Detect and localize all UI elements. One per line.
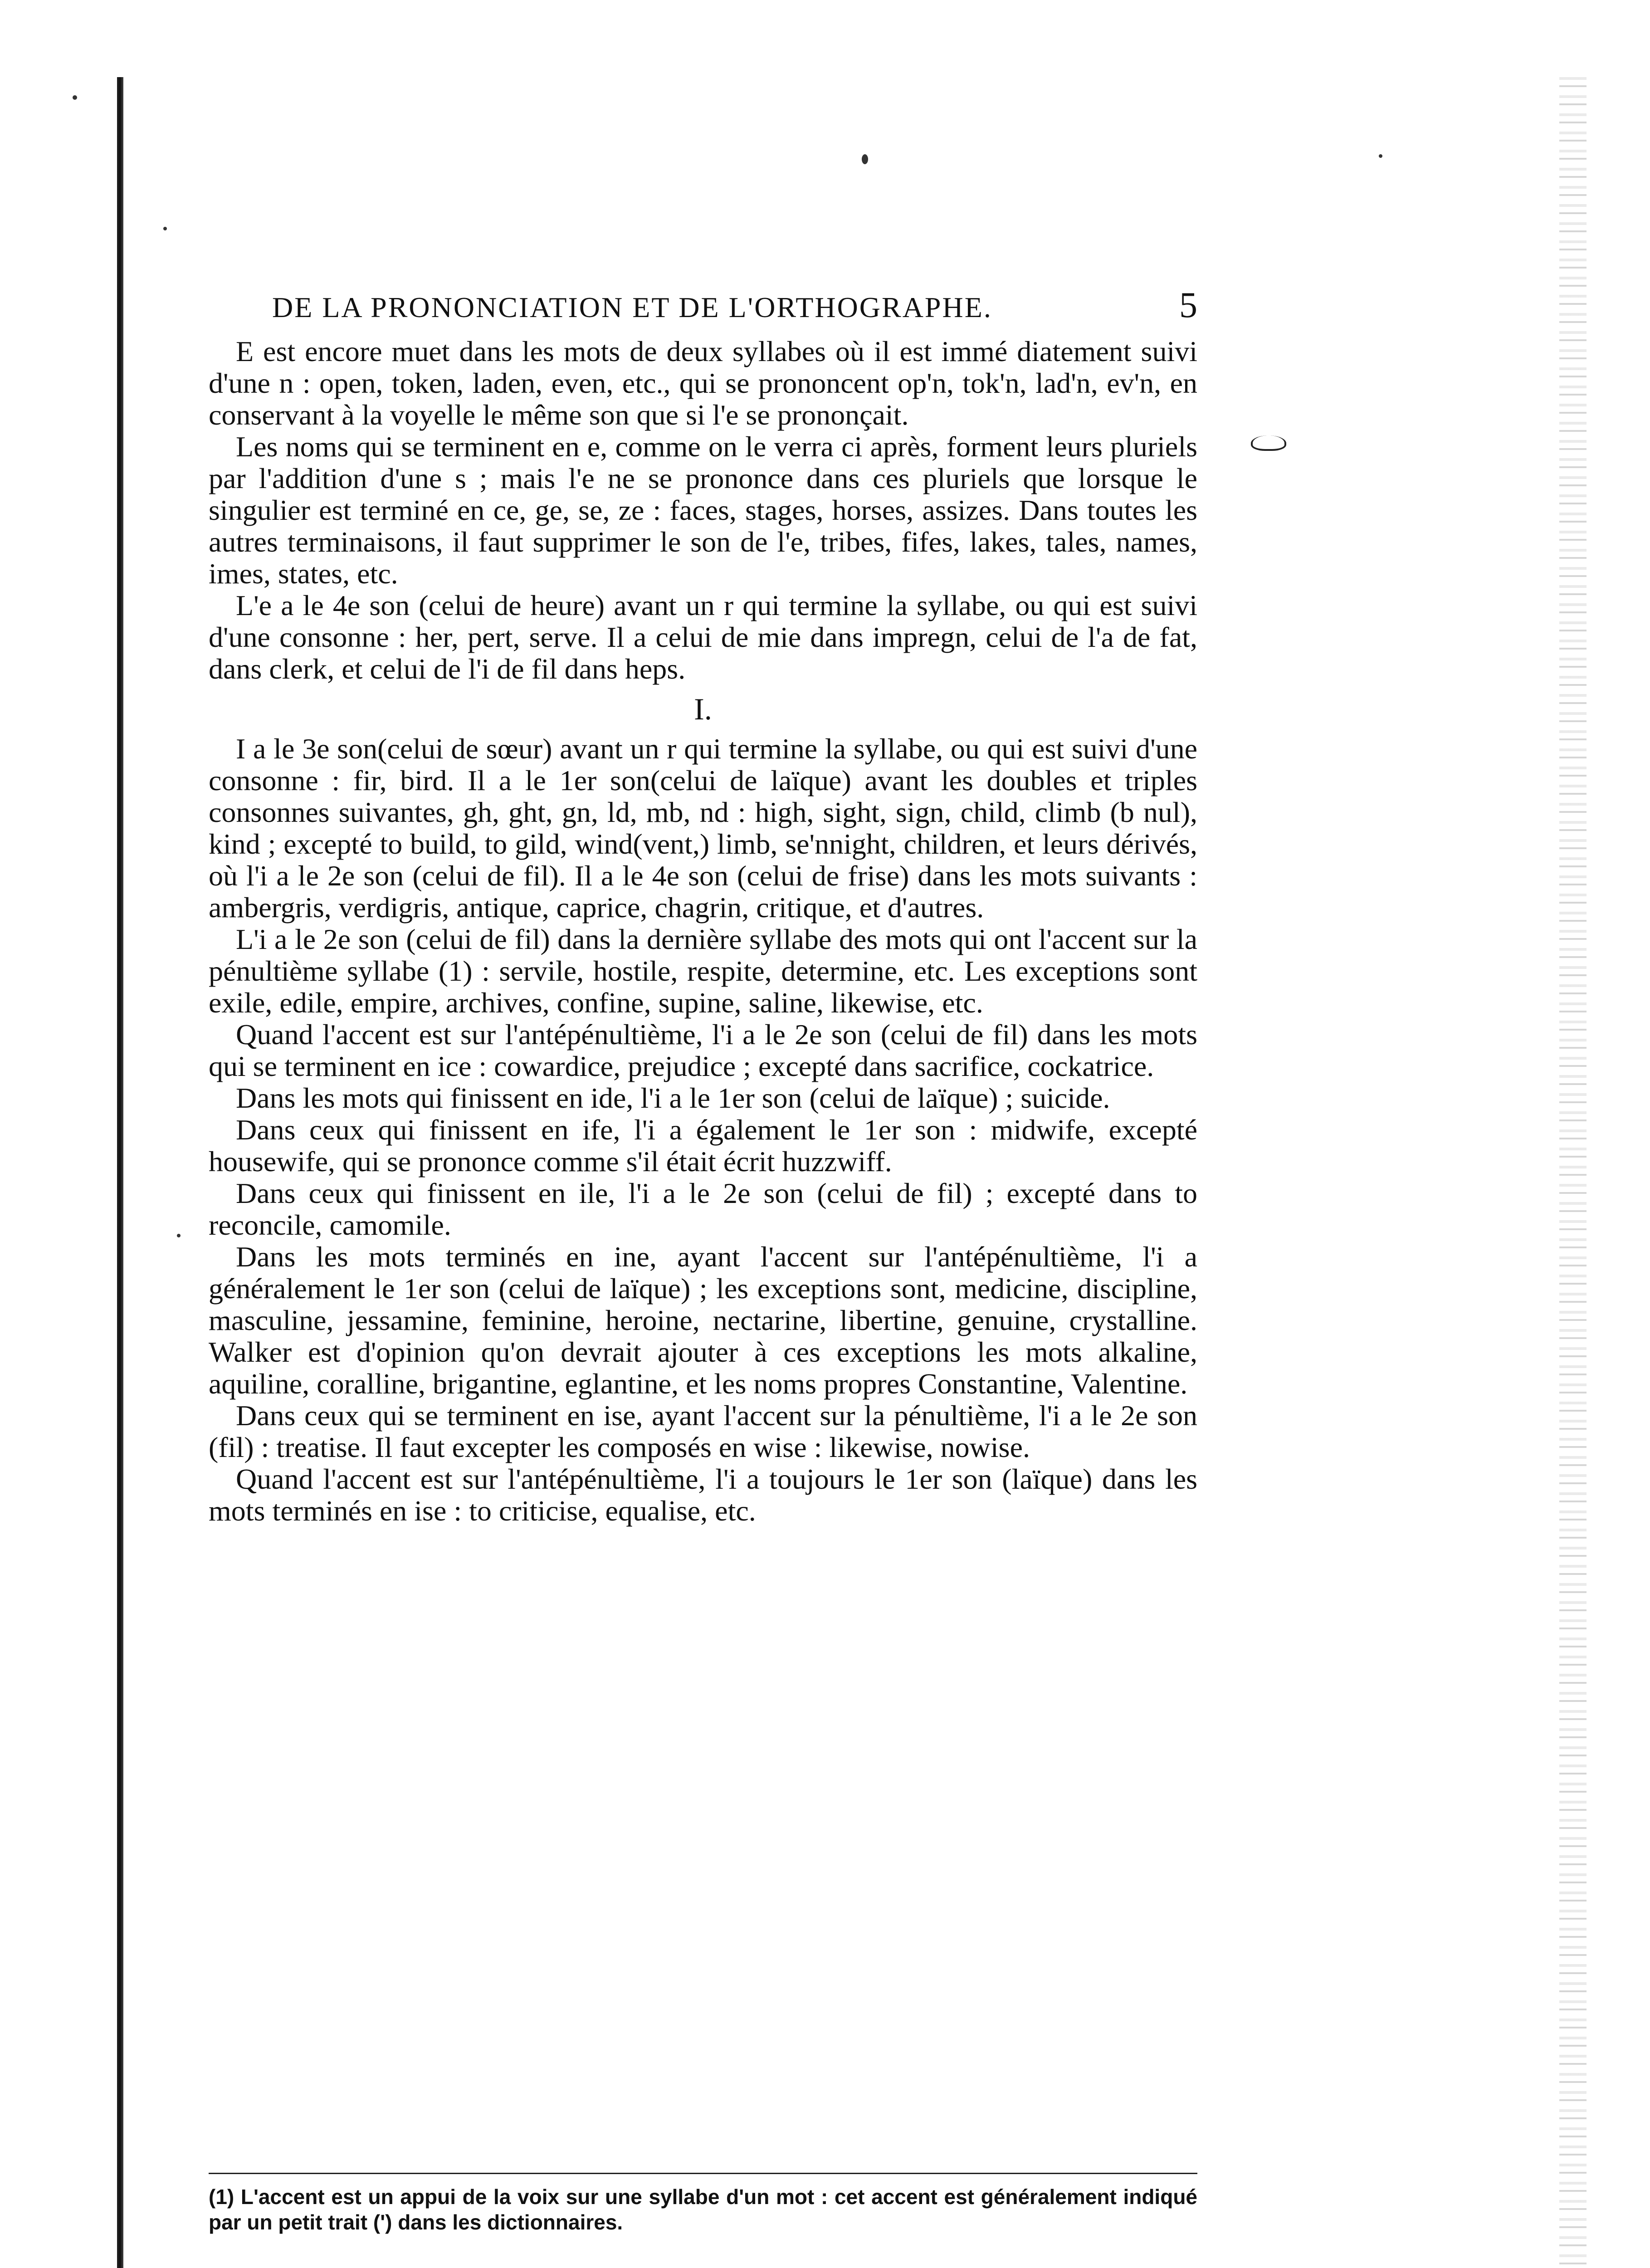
page-body: [209, 336, 1197, 1527]
paragraph: I a le 3e son(celui de sœur) avant un r qui termine la syllabe, ou qui est suivi d'une consonne : fir, bird. Il a le 1er son(celui de laïque) avant les doubles et triples consonnes suivantes, gh, ght, gn, ld, mb, nd : high, sight, sign, child, climb (b nul), kind ; excepté to build, to gild, wind(vent,) limb, se'nnight, children, et leurs dérivés, où l'i a le 2e son (celui de fil). Il a le 4e son (celui de frise) dans les mots suivants : ambergris, verdigris, antique, caprice, chagrin, critique, et d'autres.: [209, 733, 1197, 924]
footnote: (1) L'accent est un appui de la voix sur une syllabe d'un mot : cet accent est généralement indiqué par un petit trait (') dans les dictionnaires.: [209, 2185, 1197, 2234]
paragraph: Dans ceux qui se terminent en ise, ayant l'accent sur la pénultième, l'i a le 2e son (fil) : treatise. Il faut excepter les composés en wise : likewise, nowise.: [209, 1399, 1197, 1463]
paragraph: Dans ceux qui finissent en ife, l'i a également le 1er son : midwife, excepté housewife, qui se prononce comme s'il était écrit huzzwiff.: [209, 1114, 1197, 1178]
paragraph: L'e a le 4e son (celui de heure) avant un r qui termine la syllabe, ou qui est suivi d'une consonne : her, pert, serve. Il a celui de mie dans impregn, celui de l'a de fat, dans clerk, et celui de l'i de fil dans heps.: [209, 589, 1197, 685]
margin-mark-icon: [1251, 435, 1286, 451]
paragraph: Dans les mots terminés en ine, ayant l'accent sur l'antépénultième, l'i a généralement le 1er son (celui de laïque) ; les exceptions sont, medicine, discipline, masculine, jessamine, feminine, heroine, nectarine, libertine, genuine, crystalline. Walker est d'opinion qu'on devrait ajouter à ces exceptions les mots alkaline, aquiline, coralline, brigantine, eglantine, et les noms propres Constantine, Valentine.: [209, 1241, 1197, 1400]
binding-edge: [117, 77, 123, 2268]
paragraph: L'i a le 2e son (celui de fil) dans la dernière syllabe des mots qui ont l'accent sur la pénultième syllabe (1) : servile, hostile, respite, determine, etc. Les exceptions sont exile, edile, empire, archives, confine, supine, saline, likewise, etc.: [209, 923, 1197, 1019]
paragraph: Quand l'accent est sur l'antépénultième, l'i a toujours le 1er son (laïque) dans les mots terminés en ise : to criticise, equalise, etc.: [209, 1463, 1197, 1527]
section-heading: I.: [694, 692, 712, 726]
scan-edge-artifact: [1559, 77, 1587, 2268]
paragraph: Quand l'accent est sur l'antépénultième, l'i a le 2e son (celui de fil) dans les mots qui se terminent en ice : cowardice, prejudice ; excepté dans sacrifice, cockatrice.: [209, 1018, 1197, 1082]
paragraph: Dans les mots qui finissent en ide, l'i a le 1er son (celui de laïque) ; suicide.: [236, 1082, 1110, 1114]
footnote-divider: [209, 2173, 1197, 2174]
paragraph: Dans ceux qui finissent en ile, l'i a le 2e son (celui de fil) ; excepté dans to reconcile, camomile.: [209, 1177, 1197, 1241]
paragraph: E est encore muet dans les mots de deux syllabes où il est immé diatement suivi d'une n : open, token, laden, even, etc., qui se prononcent op'n, tok'n, lad'n, ev'n, en conservant à la voyelle le même son que si l'e se prononçait.: [209, 335, 1197, 431]
running-head: DE LA PRONONCIATION ET DE L'ORTHOGRAPHE.: [272, 291, 992, 323]
page-number: 5: [1179, 285, 1197, 325]
paragraph: Les noms qui se terminent en e, comme on le verra ci après, forment leurs pluriels par l'addition d'une s ; mais l'e ne se prononce dans ces pluriels que lorsque le singulier est terminé en ce, ge, se, ze : faces, stages, horses, assizes. Dans toutes les autres terminaisons, il faut supprimer le son de l'e, tribes, fifes, lakes, tales, names, imes, states, etc.: [209, 430, 1197, 590]
page-header: [272, 285, 1197, 326]
